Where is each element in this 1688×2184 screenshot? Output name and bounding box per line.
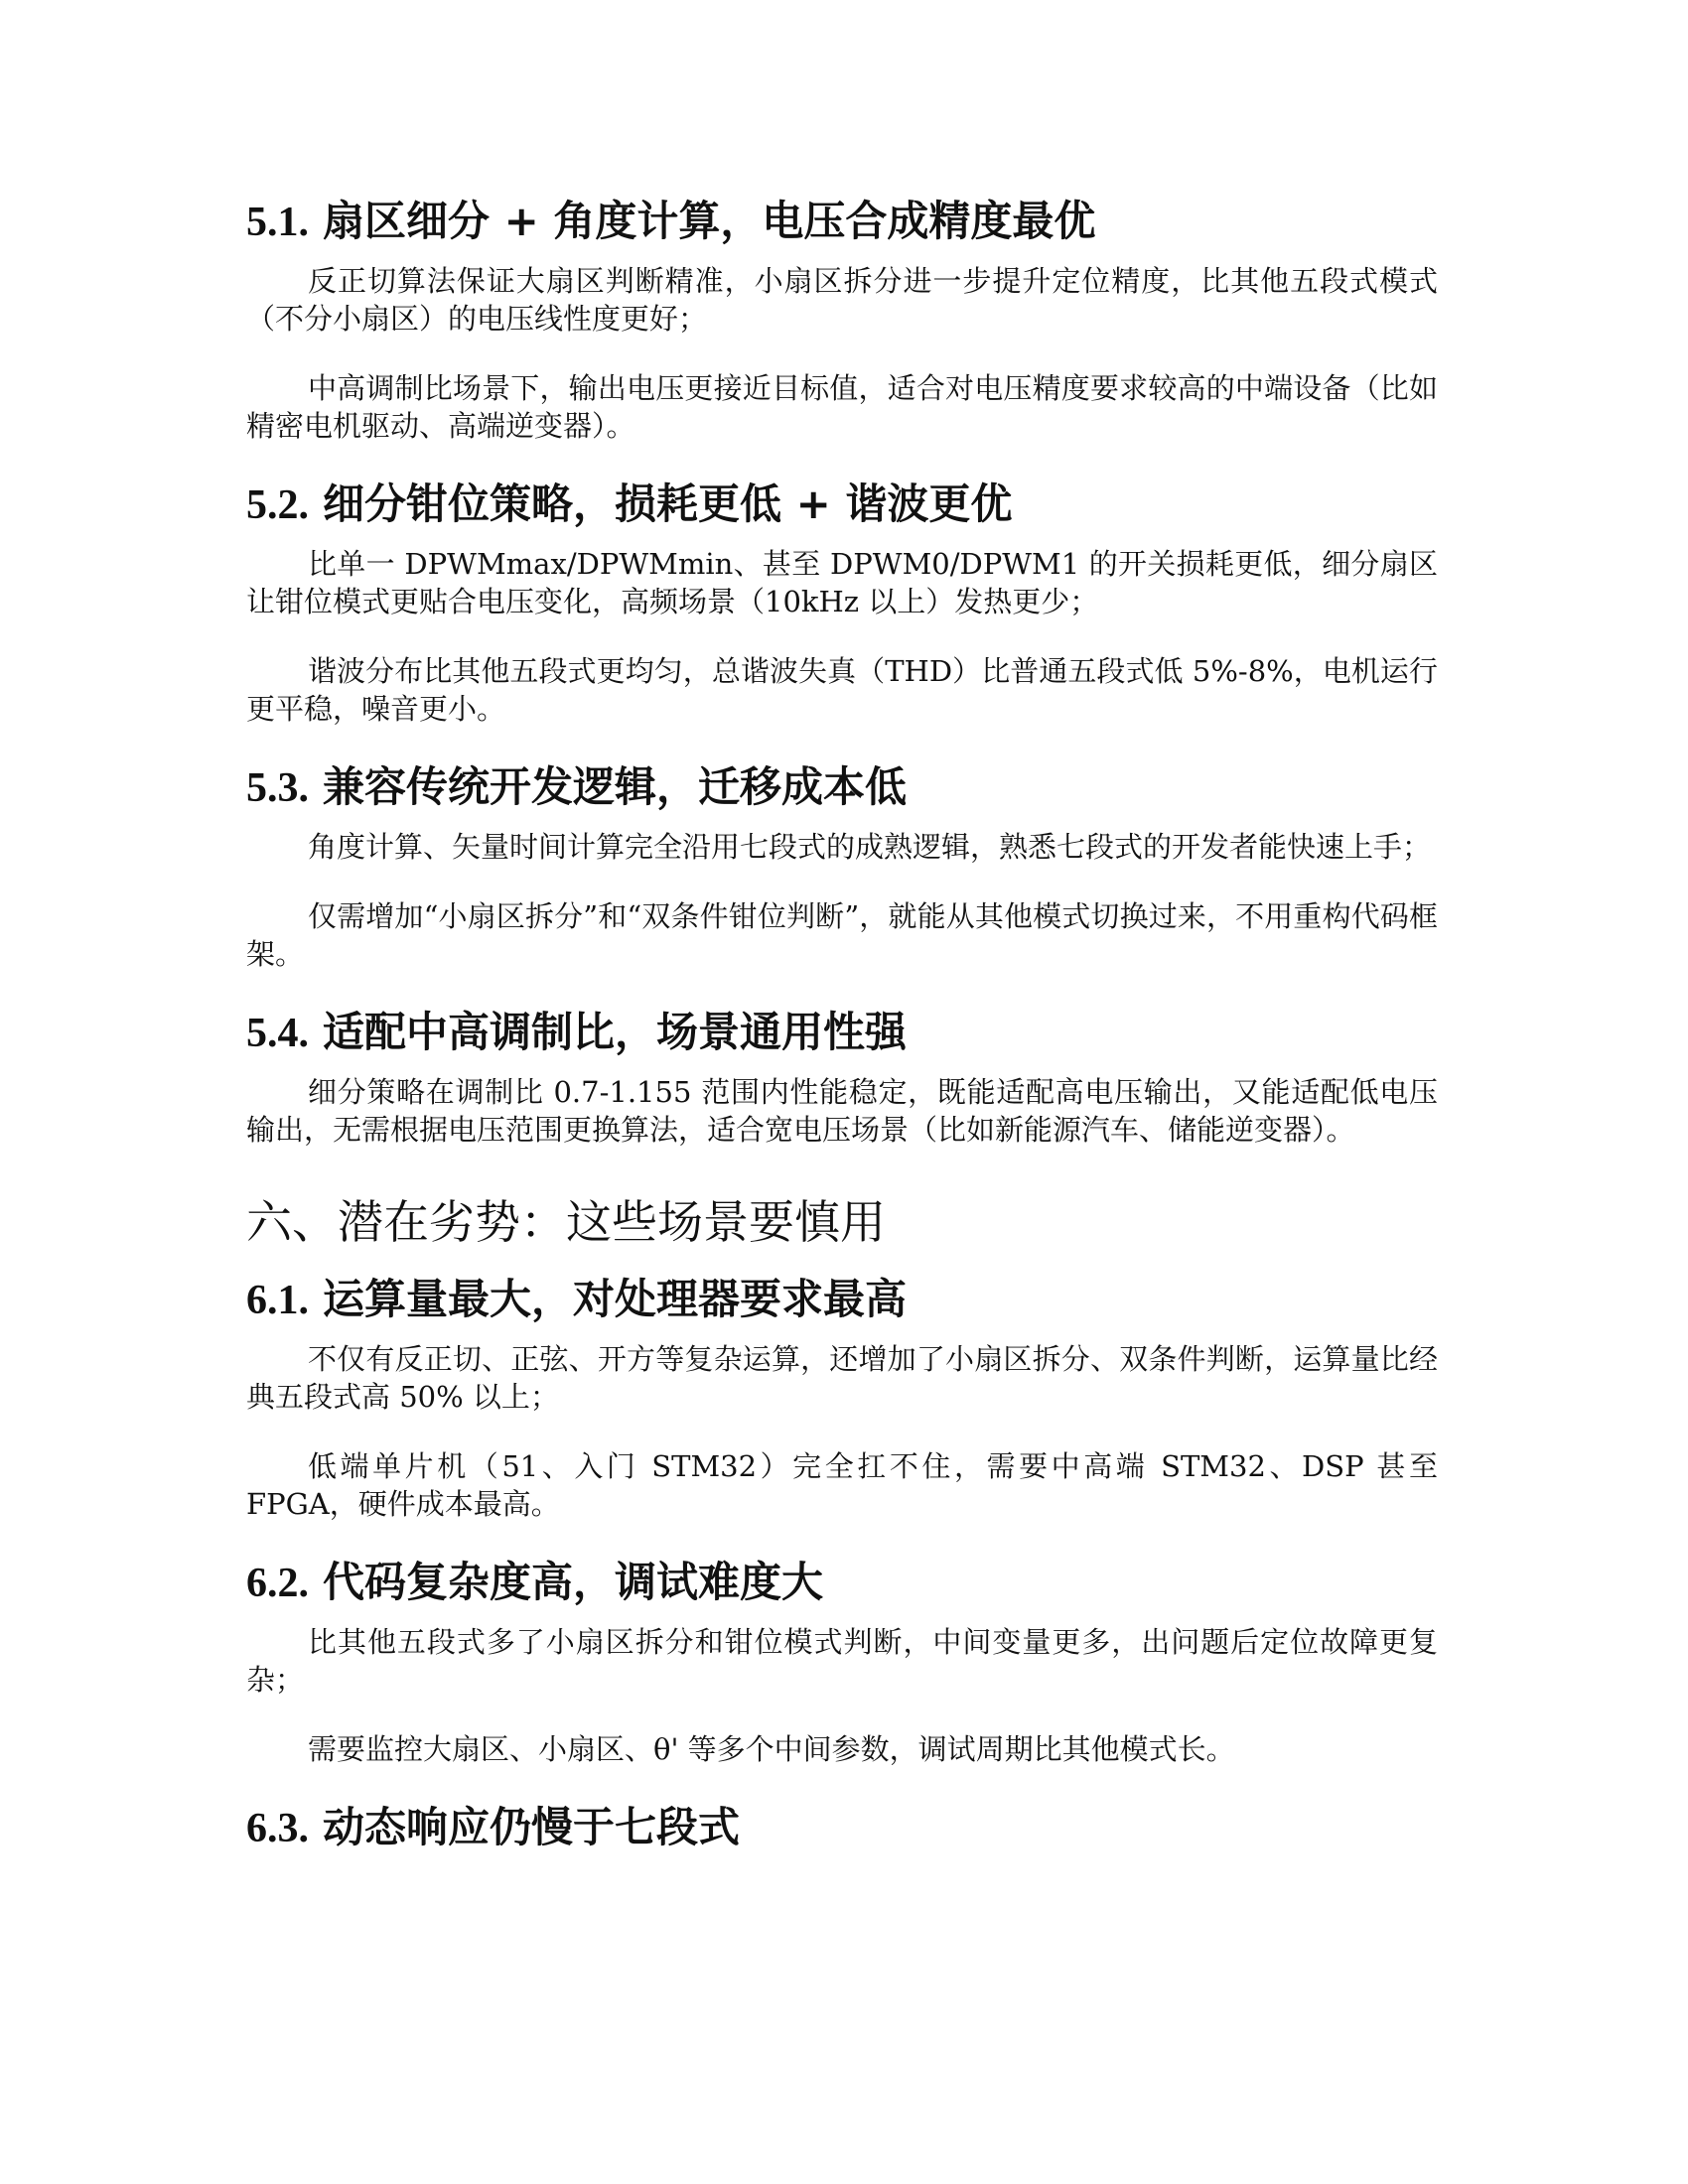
section-title: 动态响应仍慢于七段式 [323, 1803, 741, 1851]
section-title: 运算量最大，对处理器要求最高 [323, 1275, 908, 1323]
paragraph: 比其他五段式多了小扇区拆分和钳位模式判断，中间变量更多，出问题后定位故障更复杂； [246, 1625, 1438, 1697]
section-heading [246, 1800, 1438, 1856]
section-5-2 [246, 477, 1438, 728]
section-6-3 [246, 1800, 1438, 1856]
section-title: 扇区细分 + 角度计算，电压合成精度最优 [323, 197, 1096, 245]
section-number: 5.3. [246, 765, 309, 811]
section-title: 代码复杂度高，调试难度大 [323, 1558, 824, 1606]
section-number: 6.1. [246, 1278, 309, 1323]
section-heading [246, 194, 1438, 250]
section-heading [246, 1555, 1438, 1611]
paragraph: 低端单片机（51、入门 STM32）完全扛不住，需要中高端 STM32、DSP 甚至 FPGA，硬件成本最高。 [246, 1449, 1438, 1521]
section-heading [246, 759, 1438, 816]
section-number: 5.2. [246, 482, 309, 528]
section-number: 5.4. [246, 1011, 309, 1056]
section-5-1 [246, 194, 1438, 445]
paragraph: 反正切算法保证大扇区判断精准，小扇区拆分进一步提升定位精度，比其他五段式模式（不分小扇区）的电压线性度更好； [246, 264, 1438, 336]
section-heading [246, 477, 1438, 533]
paragraph: 仅需增加“小扇区拆分”和“双条件钳位判断”，就能从其他模式切换过来，不用重构代码框架。 [246, 899, 1438, 971]
section-heading [246, 1272, 1438, 1328]
section-title: 兼容传统开发逻辑，迁移成本低 [323, 762, 908, 811]
section-5-3 [246, 759, 1438, 973]
section-6-2 [246, 1555, 1438, 1768]
section-number: 6.2. [246, 1561, 309, 1606]
document-page [246, 194, 1438, 1868]
section-6-1 [246, 1272, 1438, 1523]
paragraph: 不仅有反正切、正弦、开方等复杂运算，还增加了小扇区拆分、双条件判断，运算量比经典五段式高 50% 以上； [246, 1342, 1438, 1414]
paragraph: 中高调制比场景下，输出电压更接近目标值，适合对电压精度要求较高的中端设备（比如精密电机驱动、高端逆变器）。 [246, 371, 1438, 443]
section-5-4 [246, 1005, 1438, 1149]
paragraph: 比单一 DPWMmax/DPWMmin、甚至 DPWM0/DPWM1 的开关损耗更低，细分扇区让钳位模式更贴合电压变化，高频场景（10kHz 以上）发热更少； [246, 547, 1438, 618]
section-number: 5.1. [246, 200, 309, 245]
paragraph: 细分策略在调制比 0.7-1.155 范围内性能稳定，既能适配高电压输出，又能适配低电压输出，无需根据电压范围更换算法，适合宽电压场景（比如新能源汽车、储能逆变器）。 [246, 1075, 1438, 1147]
section-title: 细分钳位策略，损耗更低 + 谐波更优 [323, 479, 1013, 528]
paragraph: 角度计算、矢量时间计算完全沿用七段式的成熟逻辑，熟悉七段式的开发者能快速上手； [308, 830, 1432, 864]
section-heading [246, 1005, 1438, 1061]
chapter-title: 六、潜在劣势：这些场景要慎用 [246, 1195, 886, 1249]
paragraph: 谐波分布比其他五段式更均匀，总谐波失真（THD）比普通五段式低 5%-8%，电机运行更平稳，噪音更小。 [246, 654, 1438, 726]
paragraph: 需要监控大扇区、小扇区、θ' 等多个中间参数，调试周期比其他模式长。 [308, 1732, 1235, 1766]
section-number: 6.3. [246, 1806, 309, 1851]
section-title: 适配中高调制比，场景通用性强 [323, 1008, 908, 1056]
